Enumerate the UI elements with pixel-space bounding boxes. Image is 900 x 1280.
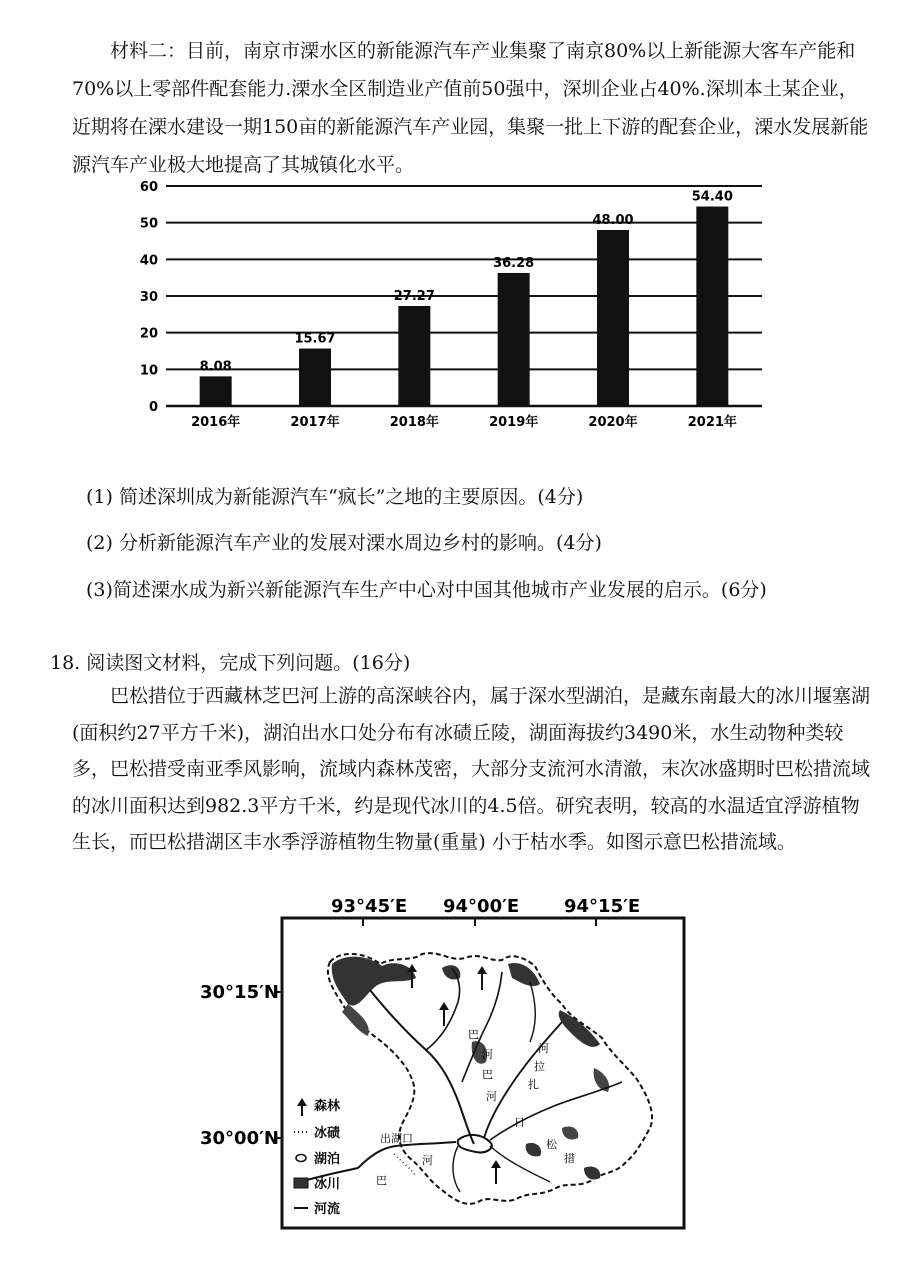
material-two-paragraph: 材料二：目前，南京市溧水区的新能源汽车产业集聚了南京80%以上新能源大客车产能和70%以上零部件配套能力.溧水全区制造业产值前50强中，深圳企业占40%.深圳本土某企业，近期将在溧水建设一期150亩的新能源汽车产业园，集聚一批上下游的配套企业，溧水发展新能源汽车产业极大地提高了其城镇化水平。 [72, 40, 869, 176]
lon-label-1: 93°45′E [331, 896, 408, 917]
map-legend [294, 1098, 341, 1217]
legend-glacier: 冰川 [314, 1177, 341, 1192]
y-tick-label: 40 [139, 253, 158, 269]
x-tick-label: 2018年 [389, 415, 439, 430]
y-tick-label: 30 [139, 290, 158, 305]
bar-value-label: 36.28 [493, 255, 535, 271]
chart-grid [166, 186, 762, 406]
place-label: 松 [546, 1138, 557, 1151]
bar [398, 306, 430, 406]
place-label: 扎 [528, 1078, 539, 1091]
bar [498, 273, 530, 406]
place-label: 河 [422, 1154, 433, 1167]
legend-river: 河流 [314, 1202, 341, 1217]
y-tick-label: 50 [139, 216, 158, 232]
place-label: 河 [482, 1048, 493, 1061]
bar-chart [130, 172, 770, 434]
x-tick-label: 2017年 [290, 415, 340, 430]
bar [200, 376, 232, 406]
y-tick-label: 20 [139, 326, 158, 342]
basong-lake-basin-map [190, 892, 710, 1242]
bar [696, 207, 728, 406]
place-label: 河 [486, 1090, 497, 1103]
place-label: 河 [538, 1042, 549, 1055]
bar-value-label: 48.00 [592, 213, 634, 228]
bar-value-label: 15.67 [294, 331, 336, 347]
x-tick-label: 2020年 [588, 415, 638, 430]
question-18-paragraph: 巴松措位于西藏林芝巴河上游的高深峡谷内，属于深水型湖泊，是藏东南最大的冰川堰塞湖(面积约27平方千米)，湖泊出水口处分布有冰碛丘陵，湖面海拔约3490米，水生动物种类较多，巴松措受南亚季风影响，流域内森林茂密，大部分支流河水清澈，末次冰盛期时巴松措流域的冰川面积达到982.3平方千米，约是现代冰川的4.5倍。研究表明，较高的水温适宜浮游植物生长，而巴松措湖区丰水季浮游植物生物量(重量) 小于枯水季。如图示意巴松措流域。 [72, 685, 871, 853]
bar [299, 349, 331, 406]
x-tick-label: 2019年 [489, 415, 539, 430]
question-18-heading: 18. 阅读图文材料，完成下列问题。(16分) [50, 652, 411, 674]
bar-value-label: 54.40 [691, 189, 733, 205]
question-17-3: (3)简述溧水成为新兴新能源汽车生产中心对中国其他城市产业发展的启示。(6分) [86, 579, 767, 601]
bar [597, 230, 629, 406]
place-label: 巴 [482, 1068, 493, 1081]
bar-value-label: 27.27 [393, 289, 435, 305]
lat-label-1: 30°15′N [200, 982, 279, 1003]
place-label: 巴 [468, 1028, 479, 1041]
place-label: 拉 [534, 1060, 545, 1073]
place-label: 措 [564, 1152, 575, 1165]
legend-lake: 湖泊 [314, 1152, 341, 1167]
x-tick-label: 2021年 [687, 415, 737, 430]
chart-value-labels [200, 190, 733, 375]
legend-forest: 森林 [314, 1099, 341, 1114]
chart-y-ticks [140, 180, 158, 415]
place-label: 日 [514, 1116, 525, 1129]
lon-label-2: 94°00′E [443, 896, 520, 917]
outlet-label: 出湖口 [380, 1132, 413, 1145]
y-tick-label: 10 [139, 363, 158, 379]
legend-moraine: 冰碛 [314, 1126, 341, 1141]
question-17-1: (1) 简述深圳成为新能源汽车“疯长”之地的主要原因。(4分) [86, 486, 584, 508]
question-17-2: (2) 分析新能源汽车产业的发展对溧水周边乡村的影响。(4分) [86, 532, 602, 554]
lon-label-3: 94°15′E [564, 896, 641, 917]
place-label: 巴 [376, 1174, 387, 1187]
bar-value-label: 8.08 [199, 359, 232, 375]
lat-label-2: 30°00′N [200, 1128, 279, 1149]
y-tick-label: 60 [139, 180, 158, 195]
x-tick-label: 2016年 [191, 415, 241, 430]
chart-x-labels [191, 414, 737, 430]
chart-bars [200, 207, 729, 406]
y-tick-label: 0 [148, 400, 158, 415]
